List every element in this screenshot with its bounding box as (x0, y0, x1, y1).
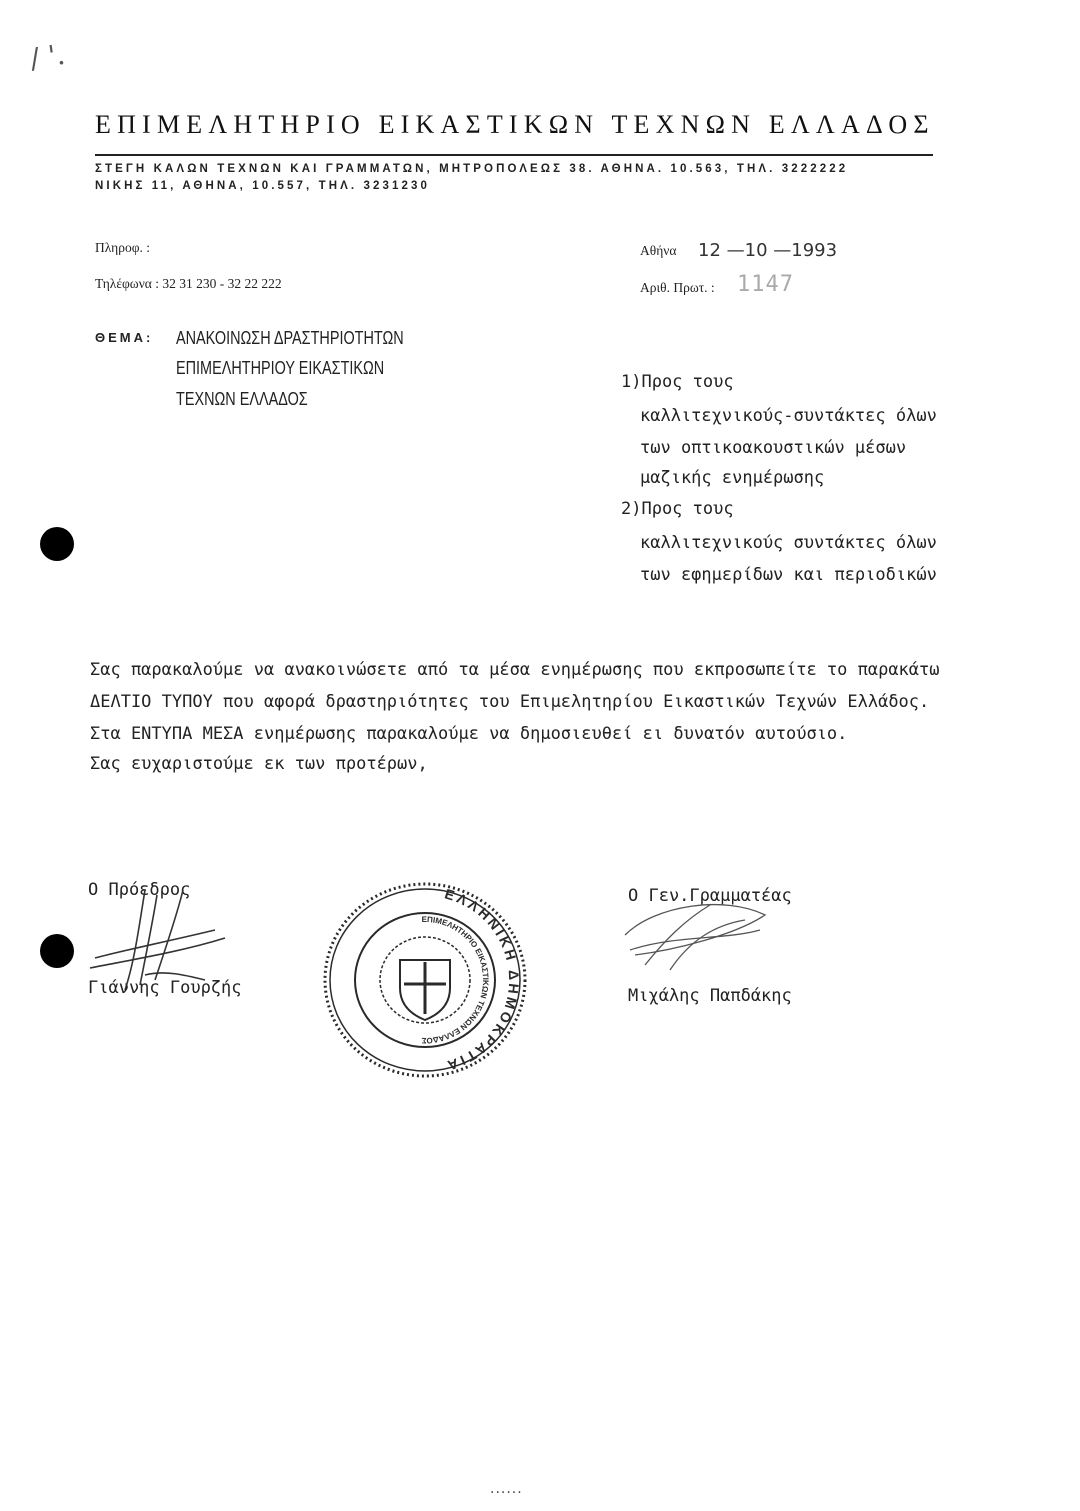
info-label: Πληροφ. : (95, 240, 151, 255)
scan-mark: / '. (27, 37, 68, 76)
subject-line-2: ΕΠΙΜΕΛΗΤΗΡΙΟΥ ΕΙΚΑΣΤΙΚΩΝ (176, 357, 385, 378)
subject-label: ΘΕΜΑ: (95, 330, 154, 345)
punch-hole-top (40, 527, 74, 561)
president-name: Γιάννης Γουρζής (88, 978, 242, 998)
recipient-line-1: 1)Προς τους (621, 372, 734, 392)
letterhead-address-2: ΝΙΚΗΣ 11, ΑΘΗΝΑ, 10.557, ΤΗΛ. 3231230 (95, 180, 430, 192)
secretary-signature (615, 895, 775, 985)
body-line-2: ΔΕΛΤΙΟ ΤΥΠΟΥ που αφορά δραστηριότητες του Επιμελητηρίου Εικαστικών Τεχνών Ελλάδος. (90, 692, 930, 712)
subject-line-3: ΤΕΧΝΩΝ ΕΛΛΑΔΟΣ (176, 388, 308, 409)
letterhead-title: ΕΠΙΜΕΛΗΤΗΡΙΟ ΕΙΚΑΣΤΙΚΩΝ ΤΕΧΝΩΝ ΕΛΛΑΔΟΣ (95, 110, 935, 139)
secretary-role: Ο Γεν.Γραμματέας (628, 886, 792, 906)
recipient-line-3: των οπτικοακουστικών μέσων (640, 438, 907, 458)
seal-inner-text: ΕΠΙΜΕΛΗΤΗΡΙΟ ΕΙΚΑΣΤΙΚΩΝ ΤΕΧΝΩΝ ΕΛΛΑΔΟΣ (421, 914, 491, 1046)
letterhead-address-1: ΣΤΕΓΗ ΚΑΛΩΝ ΤΕΧΝΩΝ ΚΑΙ ΓΡΑΜΜΑΤΩΝ, ΜΗΤΡΟΠΟΛΕΩΣ 38. ΑΘΗΝΑ. 10.563, ΤΗΛ. 3222222 (95, 163, 849, 175)
president-role: Ο Πρόεδρος (88, 880, 191, 900)
body-line-3: Στα ΕΝΤΥΠΑ ΜΕΣΑ ενημέρωσης παρακαλούμε να δημοσιευθεί ει δυνατόν αυτούσιο. (90, 724, 848, 744)
subject-line-1: ΑΝΑΚΟΙΝΩΣΗ ΔΡΑΣΤΗΡΙΟΤΗΤΩΝ (176, 327, 404, 348)
body-line-4: Σας ευχαριστούμε εκ των προτέρων, (90, 754, 428, 774)
official-seal (320, 880, 530, 1080)
recipient-line-6: καλλιτεχνικούς συντάκτες όλων (640, 533, 937, 553)
protocol-label: Αριθ. Πρωτ. : (640, 280, 715, 295)
recipient-line-5: 2)Προς τους (621, 499, 734, 519)
secretary-name: Μιχάλης Παπδάκης (628, 986, 792, 1006)
body-line-1: Σας παρακαλούμε να ανακοινώσετε από τα μέσα ενημέρωσης που εκπροσωπείτε το παρακάτω (90, 660, 940, 680)
letterhead-rule (95, 154, 933, 156)
date-label: Αθήνα (640, 243, 677, 258)
recipient-line-2: καλλιτεχνικούς-συντάκτες όλων (640, 406, 937, 426)
footer-dots: ...... (490, 1481, 523, 1497)
date-value: 12 —10 —1993 (698, 240, 838, 261)
phones: Τηλέφωνα : 32 31 230 - 32 22 222 (95, 276, 282, 291)
protocol-number: 1147 (737, 272, 794, 297)
seal-outer-text: ΕΛΛΗΝΙΚΗ ΔΗΜΟΚΡΑΤΙΑ (442, 885, 523, 1075)
punch-hole-bottom (40, 934, 74, 968)
recipient-line-7: των εφημερίδων και περιοδικών (640, 565, 937, 585)
recipient-line-4: μαζικής ενημέρωσης (640, 468, 825, 488)
